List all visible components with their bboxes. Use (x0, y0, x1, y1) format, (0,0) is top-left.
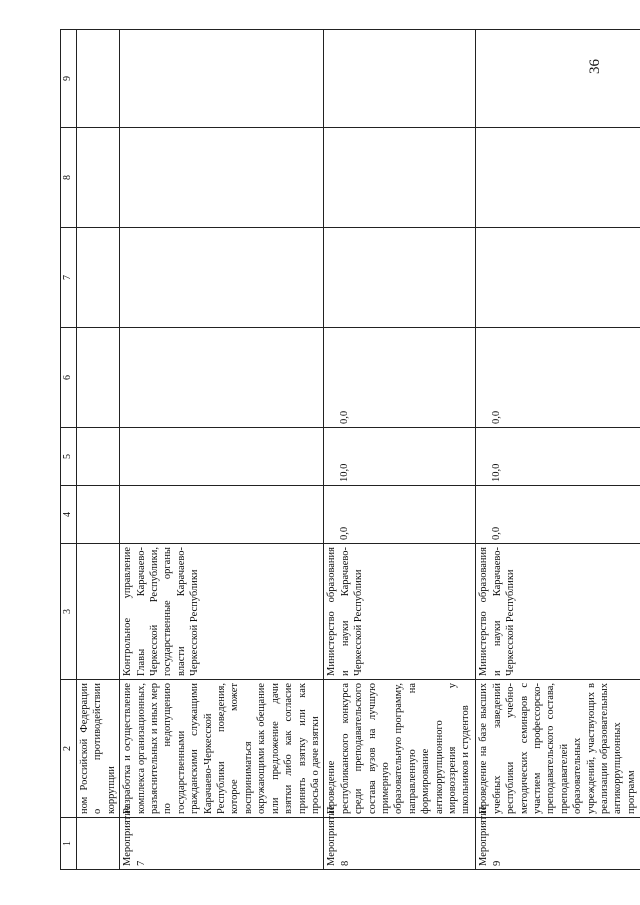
value-col4: 0,0 (324, 486, 476, 544)
header-cell: 2 (61, 680, 77, 818)
header-cell: 3 (61, 544, 77, 680)
page-number: 36 (587, 59, 603, 74)
event-description: Проведение на базе высших учебных заведений республики учебно-методических семинаров с участием профессорско-преподавательского состава, преподавателей образовательных учреждений, участвующих в реализации образовательных антикоррупционных программ (476, 680, 640, 818)
value-col6 (120, 328, 324, 428)
empty-cell (77, 818, 120, 870)
header-cell: 6 (61, 328, 77, 428)
header-cell: 5 (61, 428, 77, 486)
empty-cell (120, 30, 324, 128)
value-col5: 10,0 (324, 428, 476, 486)
value-col4: 0,0 (476, 486, 640, 544)
header-cell: 9 (61, 30, 77, 128)
event-label: Мероприятие 9 (476, 818, 640, 870)
empty-cell (476, 30, 640, 128)
event-executor: Министерство образования и науки Карачаево-Черкесской Республики (324, 544, 476, 680)
event-executor: Контрольное управление Главы Карачаево-Черкесской Республики, государственные органы власти Карачаево-Черкесской Республики (120, 544, 324, 680)
empty-cell (77, 544, 120, 680)
header-row (61, 30, 77, 870)
empty-cell (324, 30, 476, 128)
header-cell: 4 (61, 486, 77, 544)
empty-cell (324, 128, 476, 228)
empty-cell (77, 328, 120, 428)
empty-cell (77, 486, 120, 544)
continuation-text: ном Российской Федерации о противодействии коррупции (77, 680, 120, 818)
rotated-table-container (60, 30, 637, 870)
header-cell: 8 (61, 128, 77, 228)
table-row (476, 30, 640, 870)
value-col5 (120, 428, 324, 486)
event-description: Разработка и осуществление комплекса организационных, разъяснительных и иных мер по недопущению государственными гражданскими служащими Карачаево-Черкесской Республики поведения, которое может восприниматься окружающими как обещание или предложение дачи взятки либо как согласие принять взятку или как просьба о даче взятки (120, 680, 324, 818)
header-cell: 7 (61, 228, 77, 328)
value-col4 (120, 486, 324, 544)
continuation-row (77, 30, 120, 870)
value-col6: 0,0 (476, 328, 640, 428)
empty-cell (77, 128, 120, 228)
value-col6: 0,0 (324, 328, 476, 428)
empty-cell (324, 228, 476, 328)
event-executor: Министерство образования и науки Карачаево-Черкесской Республики (476, 544, 640, 680)
empty-cell (120, 228, 324, 328)
empty-cell (77, 30, 120, 128)
empty-cell (77, 228, 120, 328)
empty-cell (476, 228, 640, 328)
program-table (60, 29, 640, 870)
empty-cell (77, 428, 120, 486)
table-row (324, 30, 476, 870)
value-col5: 10,0 (476, 428, 640, 486)
event-description: Проведение республиканского конкурса среди преподавательского состава вузов на лучшую примерную образовательную программу, направленную на формирование антикоррупционного мировоззрения у школьников и студентов (324, 680, 476, 818)
empty-cell (476, 128, 640, 228)
header-cell: 1 (61, 818, 77, 870)
empty-cell (120, 128, 324, 228)
table-row (120, 30, 324, 870)
event-label: Мероприятие 7 (120, 818, 324, 870)
event-label: Мероприятие 8 (324, 818, 476, 870)
